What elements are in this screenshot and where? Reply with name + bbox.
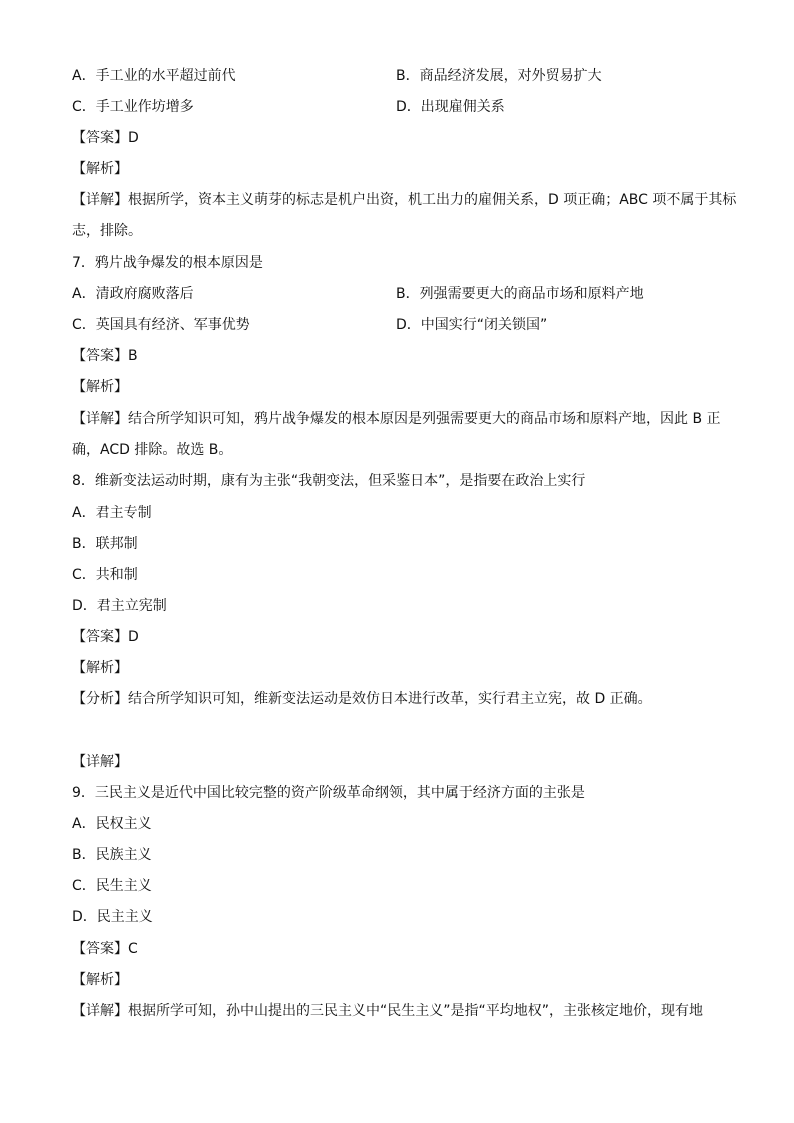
q9-detail-line1: 【详解】根据所学可知，孙中山提出的三民主义中“民生主义”是指“平均地权”，主张核定地价，现有地 [72, 1003, 704, 1019]
q6-option-a: A．手工业的水平超过前代 [72, 68, 236, 84]
q7-answer: 【答案】B [72, 348, 138, 364]
q9-answer: 【答案】C [72, 941, 138, 957]
q8-answer: 【答案】D [72, 629, 139, 645]
q8-fenxi: 【分析】结合所学知识可知，维新变法运动是效仿日本进行改革，实行君主立宪，故 D 正确。 [72, 691, 652, 707]
q6-option-d: D．出现雇佣关系 [396, 99, 505, 115]
q8-question: 8．维新变法运动时期，康有为主张“我朝变法，但采鉴日本”，是指要在政治上实行 [72, 473, 586, 489]
q6-analysis-heading: 【解析】 [72, 161, 128, 177]
q9-option-a: A．民权主义 [72, 816, 152, 832]
q8-option-b: B．联邦制 [72, 536, 138, 552]
q6-detail-line1: 【详解】根据所学，资本主义萌芽的标志是机户出资，机工出力的雇佣关系，D 项正确；ABC 项不属于其标 [72, 192, 737, 208]
q6-option-c: C．手工业作坊增多 [72, 99, 194, 115]
q9-option-b: B．民族主义 [72, 847, 152, 863]
q6-detail-line2: 志，排除。 [72, 223, 142, 239]
q8-analysis-heading: 【解析】 [72, 660, 128, 676]
q7-option-a: A．清政府腐败落后 [72, 286, 194, 302]
q9-question: 9．三民主义是近代中国比较完整的资产阶级革命纲领，其中属于经济方面的主张是 [72, 785, 585, 801]
q8-option-c: C．共和制 [72, 567, 138, 583]
q6-option-b: B．商品经济发展，对外贸易扩大 [396, 68, 602, 84]
q8-option-d: D．君主立宪制 [72, 598, 167, 614]
q9-analysis-heading: 【解析】 [72, 972, 128, 988]
q7-question: 7．鸦片战争爆发的根本原因是 [72, 255, 263, 271]
q8-detail: 【详解】 [72, 754, 128, 770]
q7-option-c: C．英国具有经济、军事优势 [72, 317, 250, 333]
q9-option-c: C．民生主义 [72, 878, 152, 894]
q9-option-d: D．民主主义 [72, 909, 153, 925]
q7-detail-line2: 确，ACD 排除。故选 B。 [72, 442, 233, 458]
q7-option-b: B．列强需要更大的商品市场和原料产地 [396, 286, 644, 302]
q8-option-a: A．君主专制 [72, 505, 152, 521]
q7-detail-line1: 【详解】结合所学知识可知，鸦片战争爆发的根本原因是列强需要更大的商品市场和原料产地，因此 B 正 [72, 411, 721, 427]
q7-analysis-heading: 【解析】 [72, 379, 128, 395]
q6-answer: 【答案】D [72, 130, 139, 146]
q7-option-d: D．中国实行“闭关锁国” [396, 317, 548, 333]
